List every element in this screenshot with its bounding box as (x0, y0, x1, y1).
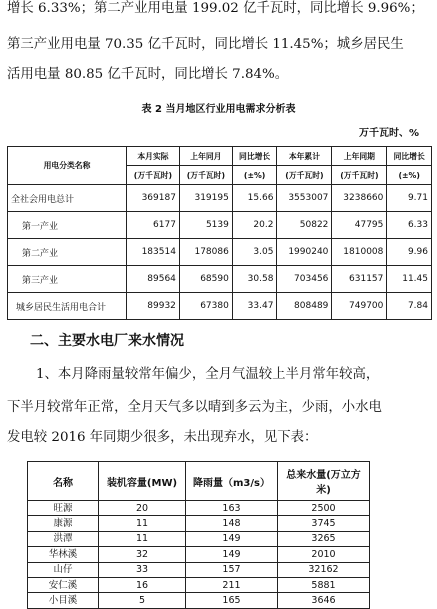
sub-header: (万千瓦时) (277, 166, 332, 185)
row-label: 城乡居民生活用电合计 (8, 293, 127, 320)
sub-header: (万千瓦时) (179, 166, 232, 185)
intro-line: 活用电量 80.85 亿千瓦时，同比增长 7.84%。 (7, 67, 289, 82)
cell: 178086 (179, 239, 232, 266)
cell: 631157 (332, 266, 387, 293)
cell: 6177 (127, 212, 180, 239)
cell: 211 (186, 577, 278, 592)
industry-electricity-table (7, 146, 432, 320)
cell: 149 (186, 531, 278, 546)
paragraph-line: 发电较 2016 年同期少很多，未出现弃水，见下表： (7, 430, 318, 445)
row-label: 第二产业 (8, 239, 127, 266)
cell: 703456 (277, 266, 332, 293)
col-header: 装机容量(MW) (99, 462, 186, 501)
col-header: 上年同月 (179, 147, 232, 166)
cell: 9.71 (387, 185, 432, 212)
cell: 20 (99, 501, 186, 516)
cell: 47795 (332, 212, 387, 239)
cell: 68590 (179, 266, 232, 293)
cell: 旺源 (28, 501, 99, 516)
cell: 163 (186, 501, 278, 516)
cell: 5 (99, 593, 186, 608)
cell: 20.2 (232, 212, 277, 239)
row-label: 第三产业 (8, 266, 127, 293)
cell: 9.96 (387, 239, 432, 266)
cell: 11 (99, 531, 186, 546)
cell: 33 (99, 562, 186, 577)
intro-line: 第三产业用电量 70.35 亿千瓦时，同比增长 11.45%；城乡居民生 (7, 37, 404, 52)
cell: 小目溪 (28, 593, 99, 608)
col-header: 同比增长 (232, 147, 277, 166)
cell: 2500 (278, 501, 370, 516)
table-row (28, 593, 370, 608)
cell: 11 (99, 516, 186, 531)
paragraph-line: 1、本月降雨量较常年偏少，全月气温较上半月常年较高， (36, 367, 380, 382)
cell: 157 (186, 562, 278, 577)
name-header: 用电分类名称 (8, 147, 127, 185)
intro-line: 增长 6.33%；第二产业用电量 199.02 亿千瓦时，同比增长 9.96%； (7, 1, 424, 16)
cell: 1990240 (277, 239, 332, 266)
cell: 30.58 (232, 266, 277, 293)
cell: 3.05 (232, 239, 277, 266)
cell: 6.33 (387, 212, 432, 239)
cell: 32 (99, 547, 186, 562)
cell: 369187 (127, 185, 180, 212)
cell: 808489 (277, 293, 332, 320)
cell: 15.66 (232, 185, 277, 212)
cell: 50822 (277, 212, 332, 239)
row-label: 第一产业 (8, 212, 127, 239)
cell: 165 (186, 593, 278, 608)
table-row (28, 577, 370, 592)
cell: 山仔 (28, 562, 99, 577)
table-row (8, 293, 432, 320)
table-row (8, 185, 432, 212)
cell: 67380 (179, 293, 232, 320)
cell: 2010 (278, 547, 370, 562)
cell: 11.45 (387, 266, 432, 293)
cell: 89564 (127, 266, 180, 293)
table-row (28, 547, 370, 562)
cell: 洪潭 (28, 531, 99, 546)
cell: 3553007 (277, 185, 332, 212)
sub-header: (万千瓦时) (127, 166, 180, 185)
col-header: 同比增长 (387, 147, 432, 166)
cell: 149 (186, 547, 278, 562)
cell: 16 (99, 577, 186, 592)
cell: 安仁溪 (28, 577, 99, 592)
col-header: 名称 (28, 462, 99, 501)
row-label: 全社会用电总计 (8, 185, 127, 212)
col-header: 上年同期 (332, 147, 387, 166)
table-row (28, 531, 370, 546)
cell: 3265 (278, 531, 370, 546)
cell: 康源 (28, 516, 99, 531)
sub-header: (万千瓦时) (332, 166, 387, 185)
sub-header: (±%) (232, 166, 277, 185)
cell: 华林溪 (28, 547, 99, 562)
paragraph-line: 下半月较常年正常，全月天气多以晴到多云为主，少雨，小水电 (7, 400, 382, 415)
cell: 89932 (127, 293, 180, 320)
table1-title: 表 2 当月地区行业用电需求分析表 (141, 104, 296, 115)
table-row (8, 266, 432, 293)
cell: 3646 (278, 593, 370, 608)
section-heading: 二、主要水电厂来水情况 (30, 333, 184, 349)
cell: 33.47 (232, 293, 277, 320)
col-header: 总来水量(万立方米) (278, 462, 370, 501)
cell: 1810008 (332, 239, 387, 266)
table1-unit: 万千瓦时、% (358, 128, 419, 139)
col-header: 降雨量（m3/s） (186, 462, 278, 501)
cell: 319195 (179, 185, 232, 212)
table-row (8, 212, 432, 239)
table-row (28, 562, 370, 577)
table-row (8, 239, 432, 266)
cell: 148 (186, 516, 278, 531)
cell: 3745 (278, 516, 370, 531)
cell: 183514 (127, 239, 180, 266)
col-header: 本年累计 (277, 147, 332, 166)
cell: 5881 (278, 577, 370, 592)
hydropower-inflow-table (27, 461, 370, 609)
col-header: 本月实际 (127, 147, 180, 166)
sub-header: (±%) (387, 166, 432, 185)
cell: 32162 (278, 562, 370, 577)
cell: 7.84 (387, 293, 432, 320)
table-row (28, 516, 370, 531)
cell: 749700 (332, 293, 387, 320)
cell: 3238660 (332, 185, 387, 212)
cell: 5139 (179, 212, 232, 239)
table-row (28, 501, 370, 516)
